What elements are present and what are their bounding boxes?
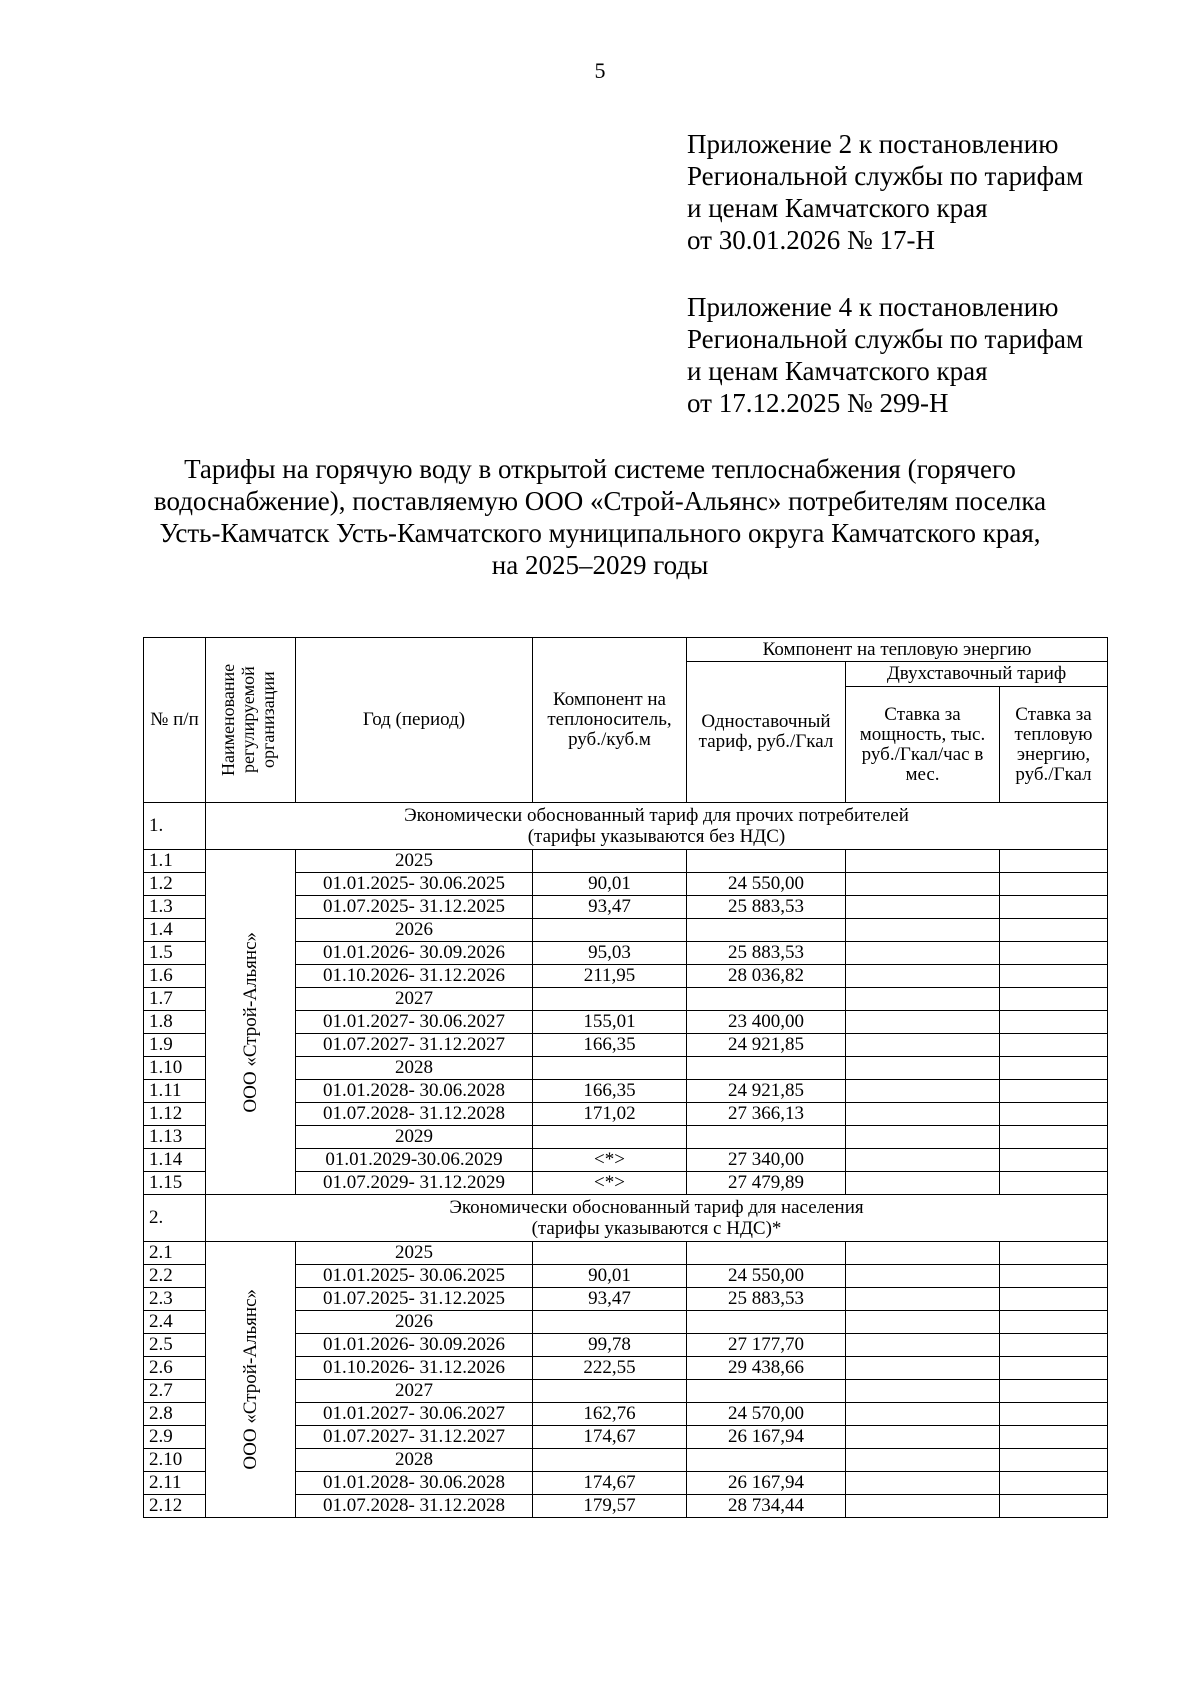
header-capacity-rate: Ставка за мощность, тыс. руб./Гкал/час в мес. — [846, 687, 1000, 803]
row-number: 1.4 — [144, 919, 206, 942]
energy-rate-cell — [1000, 1265, 1108, 1288]
capacity-rate-cell — [846, 1357, 1000, 1380]
row-number: 1.13 — [144, 1126, 206, 1149]
row-number: 1.14 — [144, 1149, 206, 1172]
coolant-cell: 222,55 — [533, 1357, 687, 1380]
period-cell: 01.07.2027- 31.12.2027 — [296, 1034, 533, 1057]
single-rate-cell: 27 340,00 — [687, 1149, 846, 1172]
capacity-rate-cell — [846, 873, 1000, 896]
row-number: 2.10 — [144, 1449, 206, 1472]
header-two-rate-group: Двухставочный тариф — [846, 662, 1108, 687]
coolant-cell — [533, 1311, 687, 1334]
header-energy-rate: Ставка за тепловую энергию, руб./Гкал — [1000, 687, 1108, 803]
section-title-line: Экономически обоснованный тариф для прочих потребителей — [404, 805, 909, 826]
capacity-rate-cell — [846, 1265, 1000, 1288]
single-rate-cell: 28 036,82 — [687, 965, 846, 988]
single-rate-cell: 28 734,44 — [687, 1495, 846, 1518]
tariff-table — [143, 637, 1108, 1518]
single-rate-cell: 23 400,00 — [687, 1011, 846, 1034]
row-number: 2.4 — [144, 1311, 206, 1334]
period-cell: 01.07.2029- 31.12.2029 — [296, 1172, 533, 1195]
coolant-cell: 155,01 — [533, 1011, 687, 1034]
period-cell: 2027 — [296, 1380, 533, 1403]
period-cell: 2026 — [296, 1311, 533, 1334]
org-name: ООО «Строй-Альянс» — [239, 1289, 261, 1470]
energy-rate-cell — [1000, 1288, 1108, 1311]
energy-rate-cell — [1000, 850, 1108, 873]
energy-rate-cell — [1000, 1034, 1108, 1057]
row-number: 1.11 — [144, 1080, 206, 1103]
capacity-rate-cell — [846, 1149, 1000, 1172]
appendix-line: Региональной службы по тарифам — [687, 324, 1084, 354]
single-rate-cell: 25 883,53 — [687, 942, 846, 965]
coolant-cell: <*> — [533, 1149, 687, 1172]
section-title — [206, 803, 1108, 850]
period-cell: 01.07.2025- 31.12.2025 — [296, 896, 533, 919]
table-header — [144, 638, 1108, 803]
org-name-cell — [206, 850, 296, 1195]
capacity-rate-cell — [846, 1080, 1000, 1103]
coolant-cell: 95,03 — [533, 942, 687, 965]
energy-rate-cell — [1000, 1057, 1108, 1080]
energy-rate-cell — [1000, 1103, 1108, 1126]
single-rate-cell: 27 366,13 — [687, 1103, 846, 1126]
capacity-rate-cell — [846, 919, 1000, 942]
capacity-rate-cell — [846, 988, 1000, 1011]
capacity-rate-cell — [846, 1334, 1000, 1357]
row-number: 2.6 — [144, 1357, 206, 1380]
period-cell: 01.07.2025- 31.12.2025 — [296, 1288, 533, 1311]
single-rate-cell: 24 550,00 — [687, 873, 846, 896]
capacity-rate-cell — [846, 1034, 1000, 1057]
title-line: Усть-Камчатск Усть-Камчатского муниципального округа Камчатского края, — [159, 518, 1041, 548]
energy-rate-cell — [1000, 965, 1108, 988]
appendix-current-reference — [687, 128, 1083, 256]
period-cell: 01.01.2026- 30.09.2026 — [296, 942, 533, 965]
row-number: 2.11 — [144, 1472, 206, 1495]
appendix-line: Приложение 2 к постановлению — [687, 129, 1059, 159]
header-single-rate: Одноставочный тариф, руб./Гкал — [687, 662, 846, 803]
period-cell: 2028 — [296, 1057, 533, 1080]
coolant-cell — [533, 1449, 687, 1472]
single-rate-cell: 25 883,53 — [687, 896, 846, 919]
single-rate-cell — [687, 1311, 846, 1334]
document-title — [100, 453, 1100, 581]
header-org — [206, 638, 296, 803]
energy-rate-cell — [1000, 896, 1108, 919]
capacity-rate-cell — [846, 1011, 1000, 1034]
page-number: 5 — [594, 58, 606, 83]
header-period: Год (период) — [296, 638, 533, 803]
row-number: 2.7 — [144, 1380, 206, 1403]
period-cell: 01.01.2028- 30.06.2028 — [296, 1080, 533, 1103]
energy-rate-cell — [1000, 1403, 1108, 1426]
capacity-rate-cell — [846, 896, 1000, 919]
single-rate-cell — [687, 1242, 846, 1265]
appendix-line: Приложение 4 к постановлению — [687, 292, 1059, 322]
period-cell: 01.01.2027- 30.06.2027 — [296, 1011, 533, 1034]
period-cell: 01.07.2028- 31.12.2028 — [296, 1495, 533, 1518]
period-cell: 01.10.2026- 31.12.2026 — [296, 1357, 533, 1380]
header-num: № п/п — [144, 638, 206, 803]
coolant-cell — [533, 850, 687, 873]
energy-rate-cell — [1000, 873, 1108, 896]
appendix-line: и ценам Камчатского края — [687, 193, 988, 223]
capacity-rate-cell — [846, 942, 1000, 965]
appendix-line: Региональной службы по тарифам — [687, 161, 1084, 191]
section-title-line: (тарифы указываются без НДС) — [527, 826, 786, 847]
energy-rate-cell — [1000, 1011, 1108, 1034]
section-title-line: (тарифы указываются с НДС)* — [531, 1218, 782, 1239]
capacity-rate-cell — [846, 1057, 1000, 1080]
period-cell: 01.01.2025- 30.06.2025 — [296, 1265, 533, 1288]
coolant-cell: 211,95 — [533, 965, 687, 988]
appendix-line: от 17.12.2025 № 299-Н — [687, 388, 949, 418]
energy-rate-cell — [1000, 1380, 1108, 1403]
single-rate-cell: 29 438,66 — [687, 1357, 846, 1380]
period-cell: 2027 — [296, 988, 533, 1011]
row-number: 1.6 — [144, 965, 206, 988]
coolant-cell — [533, 1126, 687, 1149]
period-cell: 01.01.2027- 30.06.2027 — [296, 1403, 533, 1426]
capacity-rate-cell — [846, 965, 1000, 988]
capacity-rate-cell — [846, 1472, 1000, 1495]
period-cell: 01.01.2025- 30.06.2025 — [296, 873, 533, 896]
row-number: 2.3 — [144, 1288, 206, 1311]
single-rate-cell: 25 883,53 — [687, 1288, 846, 1311]
single-rate-cell: 27 479,89 — [687, 1172, 846, 1195]
capacity-rate-cell — [846, 1495, 1000, 1518]
table-row — [144, 1242, 1108, 1265]
row-number: 1.5 — [144, 942, 206, 965]
energy-rate-cell — [1000, 1357, 1108, 1380]
header-org-text: Наименование регулируемой организации — [217, 663, 278, 777]
section-header-row — [144, 803, 1108, 850]
coolant-cell — [533, 1057, 687, 1080]
row-number: 2.12 — [144, 1495, 206, 1518]
coolant-cell: 162,76 — [533, 1403, 687, 1426]
single-rate-cell — [687, 850, 846, 873]
energy-rate-cell — [1000, 1426, 1108, 1449]
single-rate-cell — [687, 988, 846, 1011]
coolant-cell — [533, 1242, 687, 1265]
coolant-cell: 174,67 — [533, 1472, 687, 1495]
coolant-cell: <*> — [533, 1172, 687, 1195]
single-rate-cell — [687, 1057, 846, 1080]
capacity-rate-cell — [846, 1172, 1000, 1195]
period-cell: 01.10.2026- 31.12.2026 — [296, 965, 533, 988]
single-rate-cell — [687, 1126, 846, 1149]
period-cell: 01.07.2027- 31.12.2027 — [296, 1426, 533, 1449]
energy-rate-cell — [1000, 1311, 1108, 1334]
period-cell: 2025 — [296, 1242, 533, 1265]
row-number: 2.5 — [144, 1334, 206, 1357]
energy-rate-cell — [1000, 942, 1108, 965]
row-number: 1.3 — [144, 896, 206, 919]
row-number: 1.7 — [144, 988, 206, 1011]
capacity-rate-cell — [846, 1288, 1000, 1311]
coolant-cell: 166,35 — [533, 1034, 687, 1057]
capacity-rate-cell — [846, 1449, 1000, 1472]
single-rate-cell — [687, 1380, 846, 1403]
single-rate-cell: 26 167,94 — [687, 1426, 846, 1449]
coolant-cell: 174,67 — [533, 1426, 687, 1449]
single-rate-cell: 24 570,00 — [687, 1403, 846, 1426]
section-number: 2. — [144, 1195, 206, 1242]
period-cell: 2028 — [296, 1449, 533, 1472]
energy-rate-cell — [1000, 1126, 1108, 1149]
row-number: 1.2 — [144, 873, 206, 896]
section-title-line: Экономически обоснованный тариф для населения — [449, 1197, 864, 1218]
table-body — [144, 803, 1108, 1518]
single-rate-cell — [687, 1449, 846, 1472]
coolant-cell — [533, 988, 687, 1011]
single-rate-cell: 26 167,94 — [687, 1472, 846, 1495]
coolant-cell: 93,47 — [533, 1288, 687, 1311]
capacity-rate-cell — [846, 1426, 1000, 1449]
coolant-cell: 166,35 — [533, 1080, 687, 1103]
org-name-cell — [206, 1242, 296, 1518]
energy-rate-cell — [1000, 1080, 1108, 1103]
appendix-original-reference — [687, 291, 1083, 419]
period-cell: 2025 — [296, 850, 533, 873]
coolant-cell: 93,47 — [533, 896, 687, 919]
header-heat-group: Компонент на тепловую энергию — [687, 638, 1108, 662]
coolant-cell: 90,01 — [533, 873, 687, 896]
period-cell: 01.01.2028- 30.06.2028 — [296, 1472, 533, 1495]
single-rate-cell: 27 177,70 — [687, 1334, 846, 1357]
energy-rate-cell — [1000, 1449, 1108, 1472]
title-line: водоснабжение), поставляемую ООО «Строй-Альянс» потребителям поселка — [153, 486, 1047, 516]
capacity-rate-cell — [846, 850, 1000, 873]
coolant-cell — [533, 1380, 687, 1403]
coolant-cell: 171,02 — [533, 1103, 687, 1126]
capacity-rate-cell — [846, 1126, 1000, 1149]
coolant-cell: 90,01 — [533, 1265, 687, 1288]
period-cell: 01.07.2028- 31.12.2028 — [296, 1103, 533, 1126]
energy-rate-cell — [1000, 1334, 1108, 1357]
period-cell: 01.01.2026- 30.09.2026 — [296, 1334, 533, 1357]
title-line: на 2025–2029 годы — [491, 550, 709, 580]
capacity-rate-cell — [846, 1380, 1000, 1403]
row-number: 2.9 — [144, 1426, 206, 1449]
capacity-rate-cell — [846, 1403, 1000, 1426]
single-rate-cell — [687, 919, 846, 942]
row-number: 2.1 — [144, 1242, 206, 1265]
energy-rate-cell — [1000, 1495, 1108, 1518]
section-number: 1. — [144, 803, 206, 850]
section-header-row — [144, 1195, 1108, 1242]
single-rate-cell: 24 550,00 — [687, 1265, 846, 1288]
energy-rate-cell — [1000, 919, 1108, 942]
appendix-line: и ценам Камчатского края — [687, 356, 988, 386]
section-title — [206, 1195, 1108, 1242]
header-coolant: Компонент на теплоноситель, руб./куб.м — [533, 638, 687, 803]
energy-rate-cell — [1000, 1472, 1108, 1495]
row-number: 1.9 — [144, 1034, 206, 1057]
coolant-cell: 179,57 — [533, 1495, 687, 1518]
energy-rate-cell — [1000, 1172, 1108, 1195]
row-number: 2.8 — [144, 1403, 206, 1426]
title-line: Тарифы на горячую воду в открытой системе теплоснабжения (горячего — [184, 454, 1016, 484]
row-number: 2.2 — [144, 1265, 206, 1288]
row-number: 1.1 — [144, 850, 206, 873]
period-cell: 01.01.2029-30.06.2029 — [296, 1149, 533, 1172]
period-cell: 2026 — [296, 919, 533, 942]
energy-rate-cell — [1000, 1149, 1108, 1172]
capacity-rate-cell — [846, 1311, 1000, 1334]
appendix-line: от 30.01.2026 № 17-Н — [687, 225, 935, 255]
single-rate-cell: 24 921,85 — [687, 1080, 846, 1103]
period-cell: 2029 — [296, 1126, 533, 1149]
single-rate-cell: 24 921,85 — [687, 1034, 846, 1057]
energy-rate-cell — [1000, 988, 1108, 1011]
row-number: 1.8 — [144, 1011, 206, 1034]
capacity-rate-cell — [846, 1242, 1000, 1265]
table-row — [144, 850, 1108, 873]
org-name: ООО «Строй-Альянс» — [239, 931, 261, 1113]
coolant-cell — [533, 919, 687, 942]
capacity-rate-cell — [846, 1103, 1000, 1126]
row-number: 1.15 — [144, 1172, 206, 1195]
energy-rate-cell — [1000, 1242, 1108, 1265]
row-number: 1.12 — [144, 1103, 206, 1126]
row-number: 1.10 — [144, 1057, 206, 1080]
coolant-cell: 99,78 — [533, 1334, 687, 1357]
